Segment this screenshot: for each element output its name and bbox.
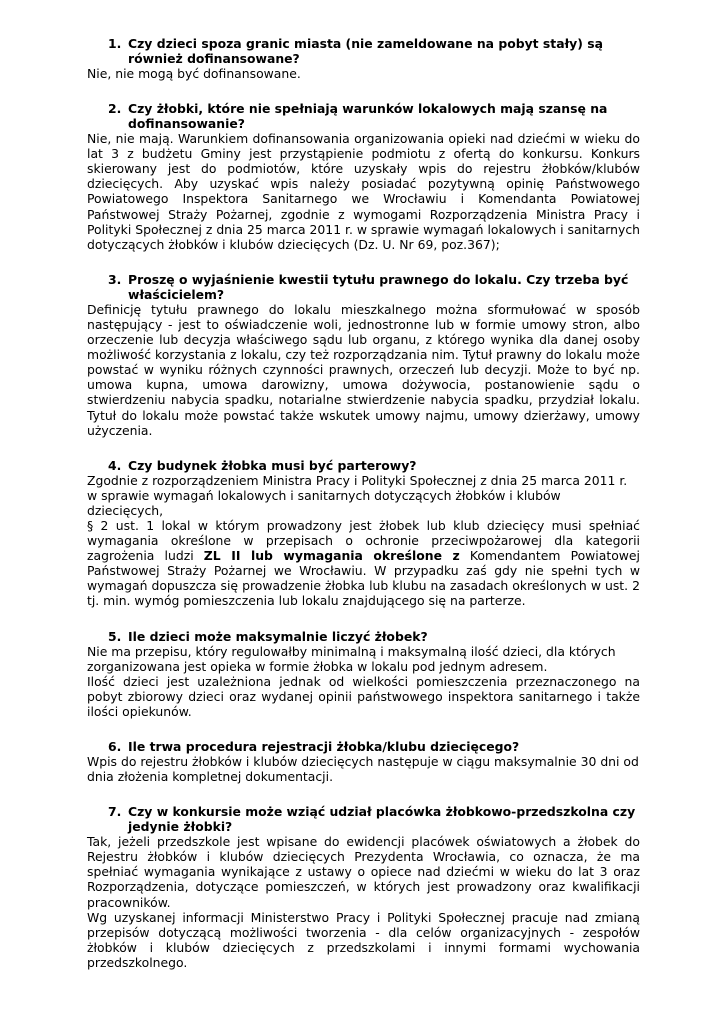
question-text: Czy dzieci spoza granic miasta (nie zameldowane na pobyt stały) są również dofinansowane? <box>128 36 603 66</box>
answer-4-bold: ZL II lub wymagania określone z <box>203 548 460 564</box>
answer-4-text-rest: Komendantem Powiatowej Państwowej Straży Pożarnej we Wrocławiu. W przypadku zaś gdy nie spełni tych w wymagań dopuszcza się prowadzenie żłobka lub klubu na zasadach określonych w ust. 2 tj. min. wymóg pomieszczenia lub lokalu znajdującego się na parterze. <box>87 548 640 609</box>
question-text: Ile trwa procedura rejestracji żłobka/klubu dziecięcego? <box>128 739 520 754</box>
question-3 <box>108 272 640 302</box>
question-number: 7. <box>108 804 122 820</box>
answer-3: Definicję tytułu prawnego do lokalu mieszkalnego można sformułować w sposób następujący - jest to oświadczenie woli, jednostronne lub w formie umowy stron, albo orzeczenie lub decyzja właściwego sądu lub organu, z którego wynika dla danej osoby możliwość korzystania z lokalu, czy też rozporządzania nim. Tytuł prawny do lokalu może powstać w wyniku różnych czynności prawnych, orzeczeń lub decyzji. Może to być np. umowa kupna, umowa darowizny, umowa dożywocia, postanowienie sądu o stwierdzeniu nabycia spadku, notarialne stwierdzenie nabycia spadku, przydział lokalu. Tytuł do lokalu może powstać także wskutek umowy najmu, umowy dzierżawy, umowy użyczenia. <box>87 301 640 438</box>
answer-6: Wpis do rejestru żłobków i klubów dziecięcych następuje w ciągu maksymalnie 30 dni od dnia złożenia kompletnej dokumentacji. <box>87 754 639 785</box>
answer-7-a: Tak, jeżeli przedszkole jest wpisane do ewidencji placówek oświatowych a żłobek do Rejestru żłobków i klubów dziecięcych Prezydenta Wrocławia, co oznacza, że ma spełniać wymagania wynikające z ustawy o opiece nad dziećmi w wieku do lat 3 oraz Rozporządzenia, dotyczące pomieszczeń, w których jest prowadzony oraz kwalifikacji pracowników. <box>87 834 640 910</box>
question-number: 6. <box>108 739 122 754</box>
question-5 <box>108 629 640 644</box>
question-text: Czy budynek żłobka musi być parterowy? <box>128 457 417 473</box>
answer-4-intro: Zgodnie z rozporządzeniem Ministra Pracy i Polityki Społecznej z dnia 25 marca 2011 r. w sprawie wymagań lokalowych i sanitarnych dotyczących żłobków i klubów dziecięcych, <box>87 472 628 518</box>
question-2 <box>108 101 640 131</box>
question-number: 1. <box>108 36 122 51</box>
question-6 <box>108 739 640 754</box>
question-text: Ile dzieci może maksymalnie liczyć żłobek? <box>128 628 428 644</box>
question-4 <box>108 458 640 473</box>
answer-7-b: Wg uzyskanej informacji Ministerstwo Pracy i Polityki Społecznej pracuje nad zmianą przepisów dotyczącą możliwości tworzenia - dla celów organizacyjnych - zespołów żłobków i klubów dziecięcych z przedszkolami i innymi formami wychowania przedszkolnego. <box>87 909 640 970</box>
answer-5-b: Ilość dzieci jest uzależniona jednak od wielkości pomieszczenia przeznaczonego na pobyt zbiorowy dzieci oraz wydanej opinii państwowego inspektora sanitarnego i także ilości opiekunów. <box>87 673 640 719</box>
question-number: 3. <box>108 271 122 287</box>
answer-5-a: Nie ma przepisu, który regulowałby minimalną i maksymalną ilość dzieci, dla których zorganizowana jest opieka w formie żłobka w lokalu pod jednym adresem. <box>87 643 616 674</box>
answer-4-body <box>87 518 640 609</box>
question-text: Proszę o wyjaśnienie kwestii tytułu prawnego do lokalu. Czy trzeba być właścicielem? <box>128 271 629 302</box>
answer-4-text: § 2 ust. 1 lokal w którym prowadzony jest żłobek lub klub dziecięcy musi spełniać wymagania określone w przepisach o ochronie przeciwpożarowej dla kategorii zagrożenia ludzi <box>87 517 640 564</box>
question-number: 4. <box>108 457 122 473</box>
question-1 <box>108 36 640 66</box>
answer-2: Nie, nie mają. Warunkiem dofinansowania organizowania opieki nad dziećmi w wieku do lat 3 z budżetu Gminy jest przystąpienie podmiotu z ofertą do konkursu. Konkurs skierowany jest do podmiotów, które uzyskały wpis do rejestru żłobków/klubów dziecięcych. Aby uzyskać wpis należy posiadać pozytywną opinię Państwowego Powiatowego Inspektora Sanitarnego we Wrocławiu i Komendanta Powiatowej Państwowej Straży Pożarnej, zgodnie z wymogami Rozporządzenia Ministra Pracy i Polityki Społecznej z dnia 25 marca 2011 r. w sprawie wymagań lokalowych i sanitarnych dotyczących żłobków i klubów dziecięcych (Dz. U. Nr 69, poz.367); <box>87 131 641 252</box>
question-number: 5. <box>108 628 122 644</box>
question-7 <box>108 804 640 834</box>
faq-document <box>87 36 640 970</box>
question-number: 2. <box>108 101 122 117</box>
question-text: Czy żłobki, które nie spełniają warunków lokalowych mają szansę na dofinansowanie? <box>128 101 608 132</box>
answer-1: Nie, nie mogą być dofinansowane. <box>87 66 301 81</box>
question-text: Czy w konkursie może wziąć udział placówka żłobkowo-przedszkolna czy jedynie żłobki? <box>128 804 636 835</box>
